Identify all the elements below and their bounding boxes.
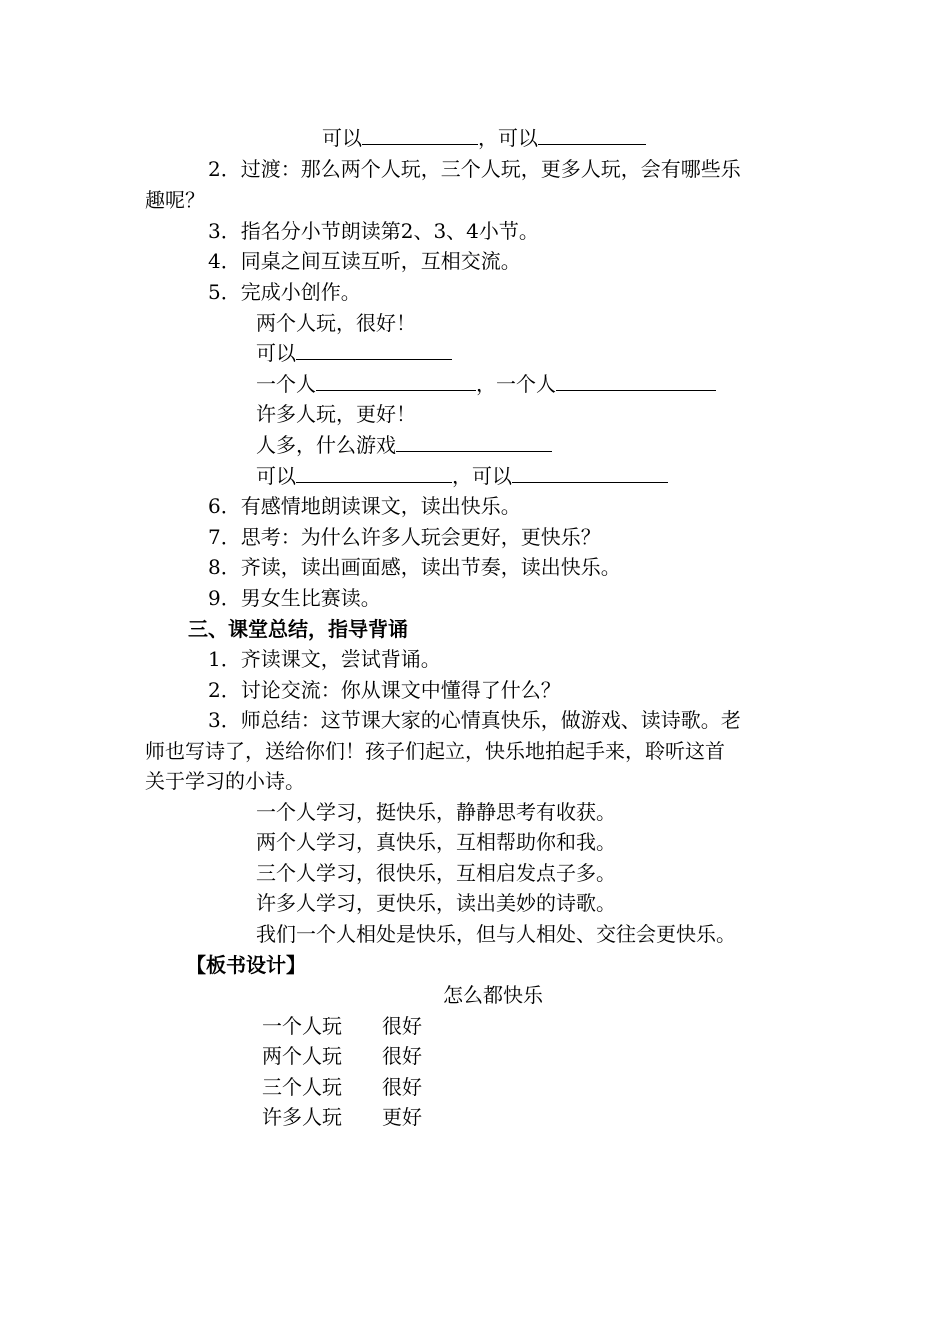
creation-line — [256, 433, 552, 457]
fill-separator: ， — [478, 126, 498, 150]
creation-line — [256, 464, 668, 488]
step-item: 7．思考：为什么许多人玩会更好，更快乐？ — [208, 525, 601, 549]
fill-blank — [296, 341, 452, 360]
poem-line: 一个人学习，挺快乐，静静思考有收获。 — [256, 800, 616, 824]
creation-line: 两个人玩，很好！ — [256, 311, 416, 335]
fill-prefix: 人多，什么游戏 — [256, 433, 396, 457]
fill-blank — [538, 126, 646, 145]
poem-line: 我们一个人相处是快乐，但与人相处、交往会更快乐。 — [256, 922, 736, 946]
step-item: 3．指名分小节朗读第2、3、4小节。 — [208, 219, 539, 243]
fill-prefix: 可以 — [256, 464, 296, 488]
step-item: 5．完成小创作。 — [208, 280, 361, 304]
step-item: 8．齐读，读出画面感，读出节奏，读出快乐。 — [208, 555, 621, 579]
fill-separator: ， — [452, 464, 472, 488]
step-item: 4．同桌之间互读互听，互相交流。 — [208, 249, 521, 273]
fill-prefix: 可以 — [256, 341, 296, 365]
board-heading: 【板书设计】 — [186, 953, 306, 977]
fill-blank — [396, 433, 552, 452]
poem-line: 两个人学习，真快乐，互相帮助你和我。 — [256, 830, 616, 854]
fill-prefix: 一个人 — [496, 372, 556, 396]
step-item: 3．师总结：这节课大家的心情真快乐，做游戏、读诗歌。老 — [208, 708, 741, 732]
fill-blank — [362, 126, 478, 145]
fill-blank — [512, 464, 668, 483]
step-item: 9．男女生比赛读。 — [208, 586, 381, 610]
poem-line: 许多人学习，更快乐，读出美妙的诗歌。 — [256, 891, 616, 915]
step-item: 1．齐读课文，尝试背诵。 — [208, 647, 441, 671]
creation-line — [256, 341, 452, 365]
creation-line: 许多人玩，更好！ — [256, 402, 416, 426]
fill-prefix: 一个人 — [256, 372, 316, 396]
board-row-left: 两个人玩 — [262, 1044, 342, 1068]
fill-prefix: 可以 — [322, 126, 362, 150]
step-item-continuation: 关于学习的小诗。 — [145, 769, 305, 793]
fill-prefix: 可以 — [472, 464, 512, 488]
board-row-right: 很好 — [382, 1075, 422, 1099]
fill-prefix: 可以 — [498, 126, 538, 150]
board-title: 怎么都快乐 — [443, 983, 543, 1007]
step-item: 2．过渡：那么两个人玩，三个人玩，更多人玩，会有哪些乐 — [208, 157, 741, 181]
creation-line — [256, 372, 716, 396]
section-heading: 三、课堂总结，指导背诵 — [188, 617, 408, 641]
fill-blank — [296, 464, 452, 483]
board-row-right: 很好 — [382, 1014, 422, 1038]
poem-line: 三个人学习，很快乐，互相启发点子多。 — [256, 861, 616, 885]
fill-blank — [316, 372, 476, 391]
fill-in-line — [322, 126, 646, 150]
board-row-left: 三个人玩 — [262, 1075, 342, 1099]
step-item-continuation: 趣呢？ — [145, 188, 205, 212]
step-item-continuation: 师也写诗了，送给你们！孩子们起立，快乐地拍起手来，聆听这首 — [145, 739, 725, 763]
fill-separator: ， — [476, 372, 496, 396]
board-row-right: 很好 — [382, 1044, 422, 1068]
board-row-left: 许多人玩 — [262, 1105, 342, 1129]
board-row-left: 一个人玩 — [262, 1014, 342, 1038]
fill-blank — [556, 372, 716, 391]
board-row-right: 更好 — [382, 1105, 422, 1129]
step-item: 2．讨论交流：你从课文中懂得了什么？ — [208, 678, 561, 702]
step-item: 6．有感情地朗读课文，读出快乐。 — [208, 494, 521, 518]
